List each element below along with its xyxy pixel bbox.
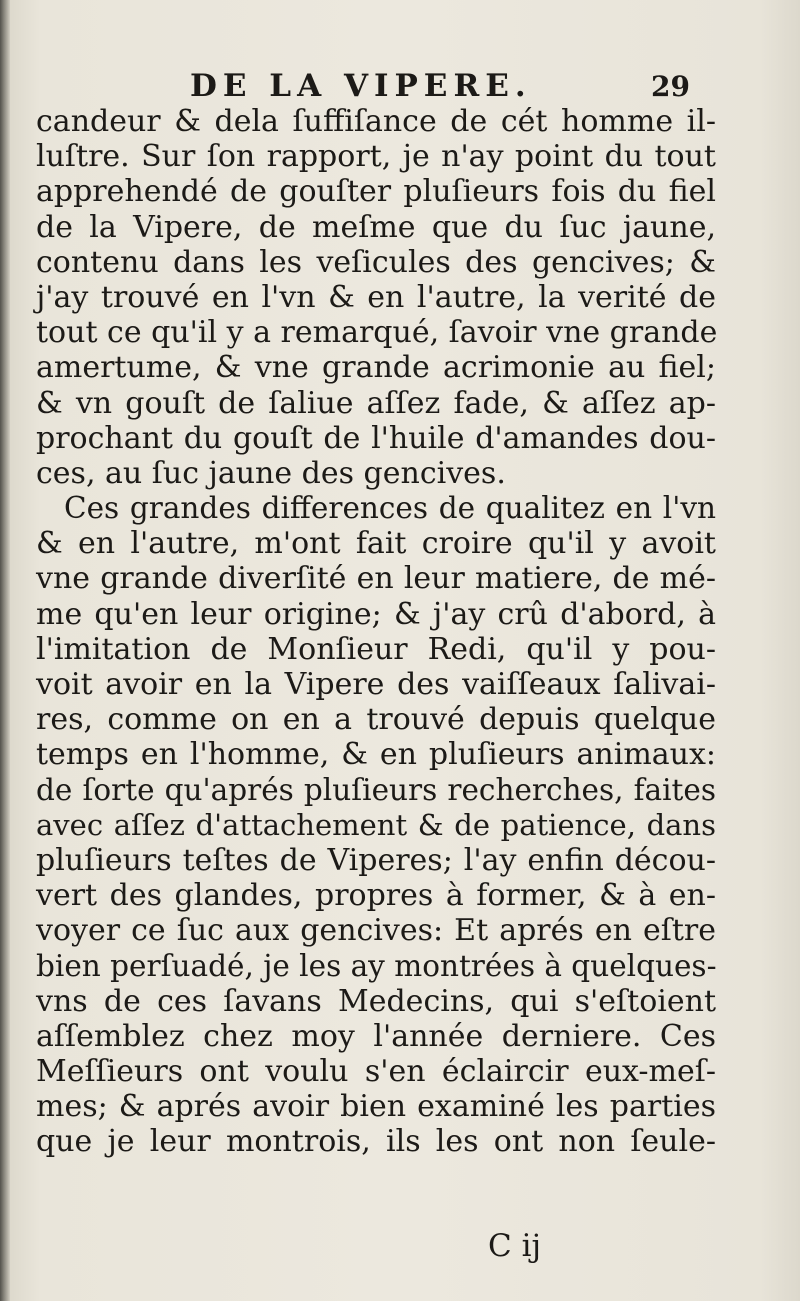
text-line: amertume, & vne grande acrimonie au fiel; [36,350,716,386]
text-line: que je leur montrois, ils les ont non ſeule- [36,1124,716,1160]
text-line: ces, au ſuc jaune des gencives. [36,455,506,491]
text-line: voyer ce ſuc aux gencives: Et aprés en eſtre [36,913,716,949]
text-line: contenu dans les veſicules des gencives; & [36,244,716,280]
paragraph-start-line: Ces grandes differences de qualitez en l'vn [64,491,716,526]
text-line: prochant du gouſt de l'huile d'amandes dou- [36,420,716,456]
text-line: voit avoir en la Vipere des vaiſſeaux ſalivai- [36,667,716,702]
page-header [190,68,690,108]
text-line: vns de ces ſavans Medecins, qui s'eſtoient [36,983,716,1019]
text-line: bien perſuadé, je les ay montrées à quelques- [36,948,717,983]
text-line: Meſſieurs ont voulu s'en éclaircir eux-meſ- [36,1054,716,1090]
text-line: de ſorte qu'aprés pluſieurs recherches, faites [36,772,716,807]
text-line: tout ce qu'il y a remarqué, ſavoir vne grande [36,315,718,351]
page-number: 29 [651,70,690,103]
signature-mark: C ij [488,1228,542,1264]
text-line: vert des glandes, propres à former, & à en- [36,878,716,914]
text-line: j'ay trouvé en l'vn & en l'autre, la verité de [36,279,716,315]
text-line: l'imitation de Monſieur Redi, qu'il y pou- [36,631,716,667]
text-line: me qu'en leur origine; & j'ay crû d'abord, à [36,596,716,632]
text-line: mes; & aprés avoir bien examiné les parties [36,1089,716,1125]
text-line: avec aſſez d'attachement & de patience, dans [36,807,716,842]
text-line: candeur & dela ſuffiſance de cét homme il- [36,104,716,139]
text-line: aſſemblez chez moy l'année derniere. Ces [36,1018,716,1054]
text-line: & vn gouſt de ſaliue aſſez fade, & aſſez ap- [36,385,716,421]
text-line: temps en l'homme, & en pluſieurs animaux: [36,737,716,773]
text-line: de la Vipere, de meſme que du ſuc jaune, [36,209,716,245]
text-line: pluſieurs teſtes de Viperes; l'ay enfin décou- [36,842,716,878]
text-line: & en l'autre, m'ont fait croire qu'il y avoit [36,526,716,562]
page-gutter-shadow [0,0,10,1301]
text-line: res, comme on en a trouvé depuis quelque [36,702,716,738]
text-line: luſtre. Sur ſon rapport, je n'ay point du tout [36,139,716,175]
text-line: vne grande diverſité en leur matiere, de mé- [36,561,716,597]
body-text [36,104,716,1160]
running-title: DE LA VIPERE. [190,68,532,104]
text-line: apprehendé de gouſter pluſieurs fois du fiel [36,174,716,210]
